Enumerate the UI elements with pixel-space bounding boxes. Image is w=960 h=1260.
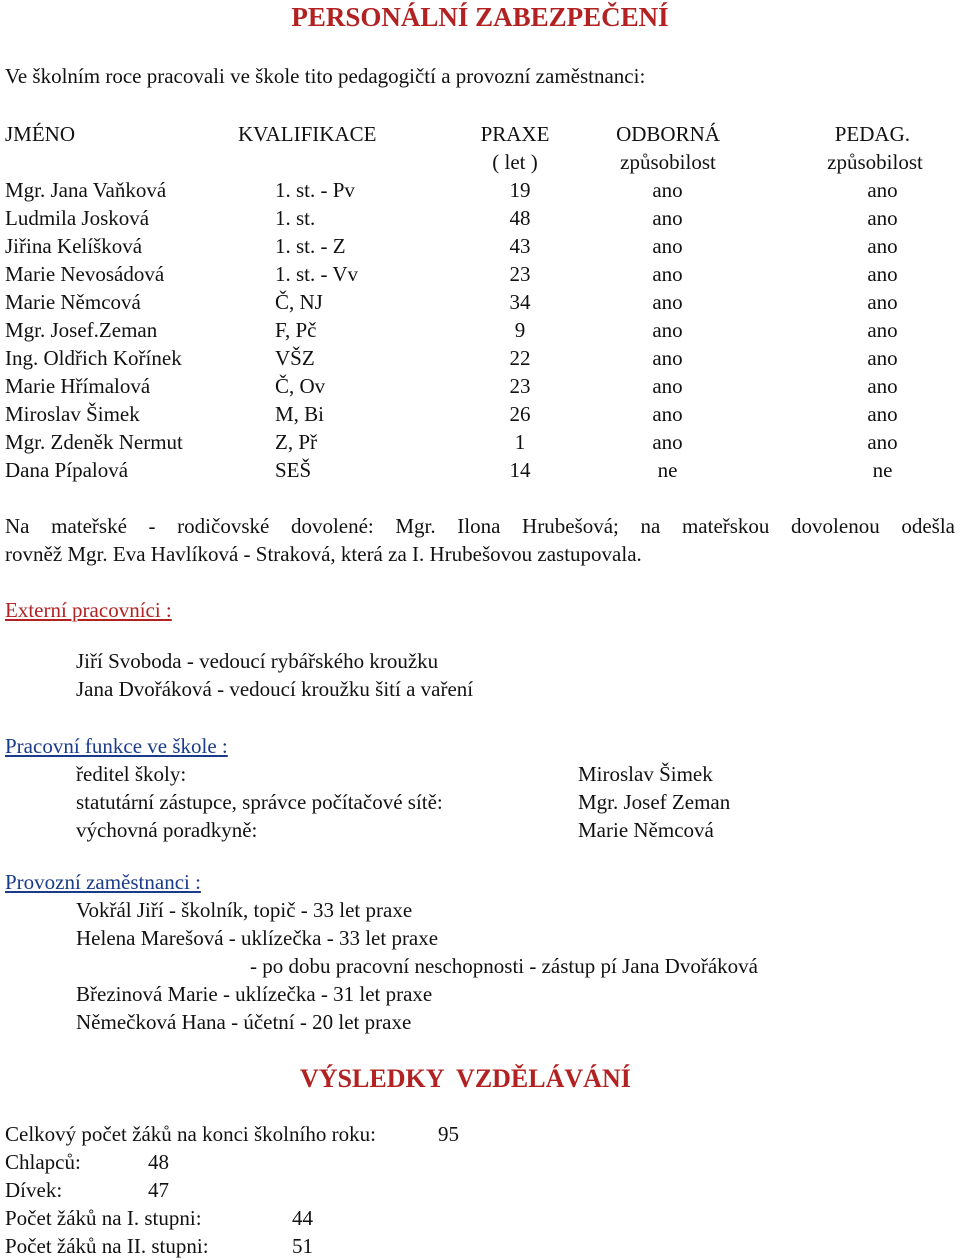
- cell-odborna: ano: [652, 290, 683, 314]
- cell-name: Mgr. Josef.Zeman: [5, 318, 158, 342]
- cell-praxe: 43: [509, 234, 531, 258]
- cell-odborna: ano: [652, 318, 683, 342]
- cell-praxe: 23: [509, 262, 531, 286]
- operations-item: - po dobu pracovní neschopnosti - zástup pí Jana Dvořáková: [250, 954, 758, 978]
- function-person: Marie Němcová: [578, 818, 714, 842]
- cell-pedag: ano: [867, 374, 898, 398]
- results-second-label: Počet žáků na II. stupni:: [5, 1234, 209, 1258]
- results-second-value: 51: [292, 1234, 313, 1258]
- cell-odborna: ano: [652, 206, 683, 230]
- cell-name: Marie Němcová: [5, 290, 141, 314]
- cell-name: Marie Nevosádová: [5, 262, 165, 286]
- cell-kvalifikace: Č, NJ: [275, 290, 323, 314]
- results-girls-value: 47: [148, 1178, 169, 1202]
- header-odborna: ODBORNÁ: [616, 122, 720, 146]
- cell-kvalifikace: VŠZ: [275, 346, 315, 370]
- operations-item: Němečková Hana - účetní - 20 let praxe: [76, 1010, 412, 1034]
- results-title: VÝSLEDKY VZDĚLÁVÁNÍ: [300, 1064, 631, 1093]
- results-girls-label: Dívek:: [5, 1178, 63, 1202]
- header-odborna-sub: způsobilost: [620, 150, 716, 174]
- cell-pedag: ano: [867, 178, 898, 202]
- cell-pedag: ano: [867, 402, 898, 426]
- cell-praxe: 23: [509, 374, 531, 398]
- cell-praxe: 48: [509, 206, 531, 230]
- cell-pedag: ano: [867, 430, 898, 454]
- functions-heading: Pracovní funkce ve škole :: [5, 734, 228, 758]
- cell-pedag: ano: [867, 234, 898, 258]
- header-pedag-sub: způsobilost: [827, 150, 923, 174]
- cell-odborna: ano: [652, 430, 683, 454]
- intro-text: Ve školním roce pracovali ve škole tito pedagogičtí a provozní zaměstnanci:: [5, 64, 646, 88]
- cell-name: Marie Hřímalová: [5, 374, 151, 398]
- operations-item: Vokřál Jiří - školník, topič - 33 let praxe: [76, 898, 413, 922]
- cell-pedag: ne: [872, 458, 893, 482]
- header-pedag: PEDAG.: [834, 122, 910, 146]
- cell-praxe: 22: [509, 346, 531, 370]
- cell-kvalifikace: 1. st.: [275, 206, 316, 230]
- results-boys-label: Chlapců:: [5, 1150, 81, 1174]
- function-person: Mgr. Josef Zeman: [578, 790, 731, 814]
- cell-name: Dana Pípalová: [5, 458, 129, 482]
- cell-odborna: ano: [652, 262, 683, 286]
- cell-name: Mgr. Jana Vaňková: [5, 178, 167, 202]
- results-boys-value: 48: [148, 1150, 169, 1174]
- header-kvalifikace: KVALIFIKACE: [238, 122, 377, 146]
- function-person: Miroslav Šimek: [578, 762, 713, 786]
- operations-heading: Provozní zaměstnanci :: [5, 870, 201, 894]
- cell-pedag: ano: [867, 290, 898, 314]
- cell-name: Mgr. Zdeněk Nermut: [5, 430, 183, 454]
- cell-kvalifikace: SEŠ: [275, 458, 312, 482]
- operations-item: Helena Marešová - uklízečka - 33 let praxe: [76, 926, 439, 950]
- cell-praxe: 1: [514, 430, 526, 454]
- cell-odborna: ano: [652, 234, 683, 258]
- header-jmeno: JMÉNO: [5, 122, 76, 146]
- cell-odborna: ano: [652, 374, 683, 398]
- header-praxe-sub: ( let ): [492, 150, 538, 174]
- cell-odborna: ne: [657, 458, 678, 482]
- cell-praxe: 26: [509, 402, 531, 426]
- external-item: Jana Dvořáková - vedoucí kroužku šití a vaření: [76, 677, 474, 701]
- cell-kvalifikace: 1. st. - Z: [275, 234, 346, 258]
- cell-pedag: ano: [867, 262, 898, 286]
- function-role: ředitel školy:: [76, 762, 187, 786]
- cell-odborna: ano: [652, 402, 683, 426]
- cell-odborna: ano: [652, 178, 683, 202]
- results-total-label: Celkový počet žáků na konci školního roku:: [5, 1122, 376, 1146]
- results-first-label: Počet žáků na I. stupni:: [5, 1206, 202, 1230]
- page-title: PERSONÁLNÍ ZABEZPEČENÍ: [291, 2, 669, 32]
- cell-name: Ing. Oldřich Kořínek: [5, 346, 182, 370]
- external-item: Jiří Svoboda - vedoucí rybářského kroužku: [76, 649, 439, 673]
- cell-kvalifikace: Z, Př: [275, 430, 317, 454]
- cell-pedag: ano: [867, 206, 898, 230]
- maternity-line-1: Na mateřské - rodičovské dovolené: Mgr. Ilona Hrubešová; na mateřskou dovolenou odešla: [5, 514, 955, 538]
- function-role: statutární zástupce, správce počítačové sítě:: [76, 790, 443, 814]
- cell-kvalifikace: M, Bi: [275, 402, 325, 426]
- cell-kvalifikace: 1. st. - Pv: [275, 178, 355, 202]
- operations-item: Březinová Marie - uklízečka - 31 let praxe: [76, 982, 433, 1006]
- maternity-line-2: rovněž Mgr. Eva Havlíková - Straková, která za I. Hrubešovou zastupovala.: [5, 542, 642, 566]
- cell-kvalifikace: Č, Ov: [275, 374, 326, 398]
- results-total-value: 95: [438, 1122, 459, 1146]
- header-praxe: PRAXE: [480, 122, 550, 146]
- cell-praxe: 9: [514, 318, 526, 342]
- external-heading: Externí pracovníci :: [5, 598, 172, 622]
- results-first-value: 44: [292, 1206, 313, 1230]
- cell-name: Jiřina Kelíšková: [5, 234, 143, 258]
- function-role: výchovná poradkyně:: [76, 818, 258, 842]
- cell-name: Miroslav Šimek: [5, 402, 140, 426]
- cell-praxe: 19: [509, 178, 531, 202]
- cell-kvalifikace: F, Pč: [275, 318, 317, 342]
- cell-name: Ludmila Josková: [5, 206, 150, 230]
- cell-odborna: ano: [652, 346, 683, 370]
- cell-praxe: 34: [509, 290, 531, 314]
- cell-pedag: ano: [867, 346, 898, 370]
- cell-kvalifikace: 1. st. - Vv: [275, 262, 359, 286]
- cell-pedag: ano: [867, 318, 898, 342]
- cell-praxe: 14: [509, 458, 531, 482]
